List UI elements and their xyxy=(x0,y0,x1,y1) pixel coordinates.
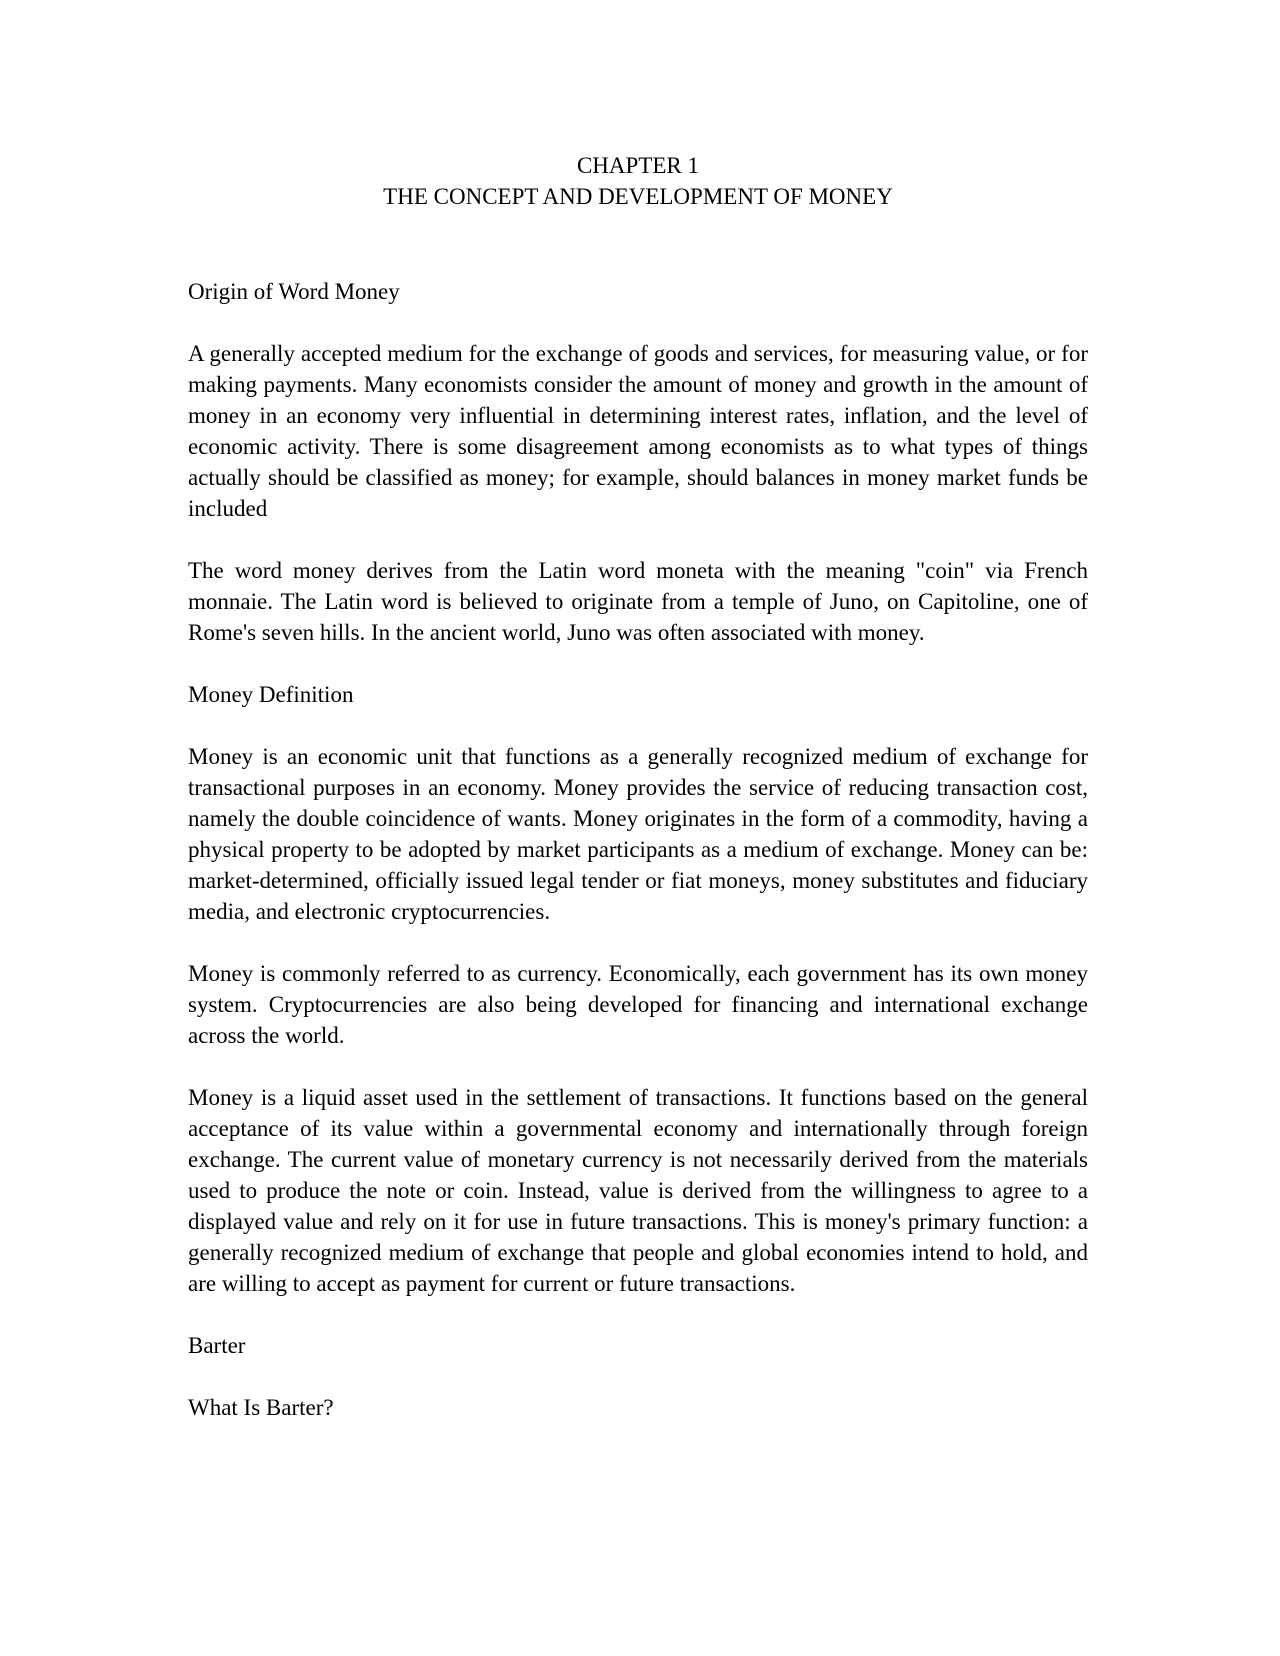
section-heading-definition: Money Definition xyxy=(188,682,354,707)
paragraph-origin-1: A generally accepted medium for the exchange of goods and services, for measuring value, or for making payments. Many economists consider the amount of money and growth in the amount of money in an economy very influential in determining interest rates, inflation, and the level of economic activity. There is some disagreement among economists as to what types of things actually should be classified as money; for example, should balances in money market funds be included xyxy=(188,341,1088,521)
paragraph-origin-2: The word money derives from the Latin word moneta with the meaning "coin" via French monnaie. The Latin word is believed to originate from a temple of Juno, on Capitoline, one of Rome's seven hills. In the ancient world, Juno was often associated with money. xyxy=(188,558,1088,645)
paragraph-definition-2: Money is commonly referred to as currency. Economically, each government has its own money system. Cryptocurrencies are also being developed for financing and international exchange across the world. xyxy=(188,961,1088,1048)
subheading-what-is-barter: What Is Barter? xyxy=(188,1395,334,1420)
paragraph-definition-3: Money is a liquid asset used in the settlement of transactions. It functions based on the general acceptance of its value within a governmental economy and internationally through foreign exchange. The current value of monetary currency is not necessarily derived from the materials used to produce the note or coin. Instead, value is derived from the willingness to agree to a displayed value and rely on it for use in future transactions. This is money's primary function: a generally recognized medium of exchange that people and global economies intend to hold, and are willing to accept as payment for current or future transactions. xyxy=(188,1085,1088,1296)
chapter-title: THE CONCEPT AND DEVELOPMENT OF MONEY xyxy=(383,184,893,209)
chapter-header xyxy=(188,150,1088,212)
paragraph-definition-1: Money is an economic unit that functions as a generally recognized medium of exchange for transactional purposes in an economy. Money provides the service of reducing transaction cost, namely the double coincidence of wants. Money originates in the form of a commodity, having a physical property to be adopted by market participants as a medium of exchange. Money can be: market-determined, officially issued legal tender or fiat moneys, money substitutes and fiduciary media, and electronic cryptocurrencies. xyxy=(188,744,1088,924)
section-heading-barter: Barter xyxy=(188,1333,246,1358)
section-heading-origin: Origin of Word Money xyxy=(188,279,400,304)
chapter-number: CHAPTER 1 xyxy=(576,153,700,178)
page-content xyxy=(188,150,1088,1454)
